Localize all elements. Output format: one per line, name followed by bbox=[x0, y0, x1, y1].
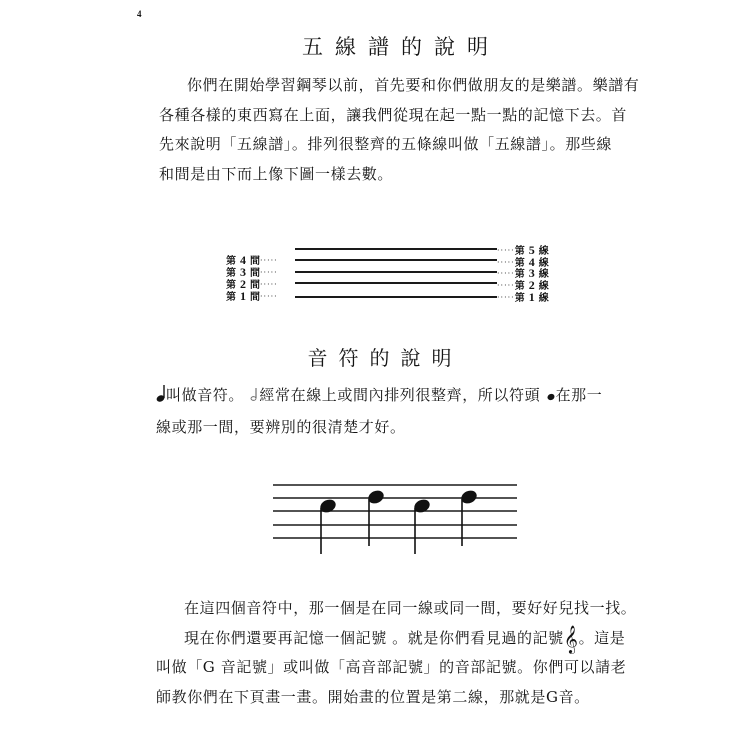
section-title-notes: 音符的說明 bbox=[307, 346, 463, 370]
staff-svg bbox=[273, 480, 517, 560]
half-note-stem-icon bbox=[249, 383, 259, 413]
paragraph-line: 在這四個音符中，那一個是在同一線或同一間，要好好兒找一找。 bbox=[184, 599, 637, 617]
paragraph-line: 線或那一間，要辨別的很清楚才好。 bbox=[156, 417, 406, 436]
notehead-icon bbox=[546, 383, 556, 413]
line-label-1: ·····第 1 線 bbox=[497, 290, 549, 304]
four-notes-staff-diagram bbox=[273, 480, 517, 560]
staff-line-2 bbox=[295, 282, 497, 284]
line-label-3: ·····第 3 線 bbox=[497, 266, 549, 280]
paragraph-line: 各種各樣的東西寫在上面，讓我們從現在起一點一點的記憶下去。首 bbox=[159, 105, 628, 124]
space-label-2: 第 2 間····· bbox=[226, 277, 278, 291]
paragraph-line: 現在你們還要再記憶一個記號 。就是你們看見過的記號𝄞。這是 bbox=[184, 624, 626, 653]
space-label-4: 第 4 間····· bbox=[226, 253, 278, 267]
line-label-5: ·····第 5 線 bbox=[497, 243, 549, 257]
paragraph-line: 叫做音符。 經常在線上或間內排列很整齊，所以符頭 在那一 bbox=[156, 381, 616, 413]
clef-paragraph bbox=[156, 594, 637, 712]
paragraph-line: 叫做「G 音記號」或叫做「高音部記號」的音部記號。你們可以請老 bbox=[156, 658, 627, 676]
staff-line-4 bbox=[295, 259, 497, 261]
paragraph-line: 你們在開始學習鋼琴以前，首先要和你們做朋友的是樂譜。樂譜有 bbox=[187, 76, 640, 94]
line-label-4: ·····第 4 線 bbox=[497, 255, 549, 269]
space-label-3: 第 3 間····· bbox=[226, 265, 278, 279]
staff-line-1 bbox=[295, 296, 497, 298]
line-label-2: ·····第 2 線 bbox=[497, 278, 549, 292]
staff-lines-spaces-diagram bbox=[226, 243, 576, 305]
treble-clef-icon: 𝄞 bbox=[563, 624, 579, 653]
staff-intro-paragraph bbox=[159, 71, 640, 189]
section-title-staff: 五線譜的說明 bbox=[302, 35, 500, 59]
notes-intro-paragraph bbox=[156, 381, 616, 442]
quarter-note-icon bbox=[156, 383, 166, 413]
paragraph-line: 師教你們在下頁畫一畫。開始畫的位置是第二線，那就是G音。 bbox=[156, 687, 590, 706]
paragraph-line: 先來說明「五線譜」。排列很整齊的五條線叫做「五線譜」。那些線 bbox=[159, 135, 613, 153]
staff-line-5 bbox=[295, 248, 497, 250]
paragraph-line: 和間是由下而上像下圖一樣去數。 bbox=[159, 164, 394, 183]
page-number: 4 bbox=[137, 9, 142, 19]
space-label-1: 第 1 間····· bbox=[226, 289, 278, 303]
staff-line-3 bbox=[295, 271, 497, 273]
